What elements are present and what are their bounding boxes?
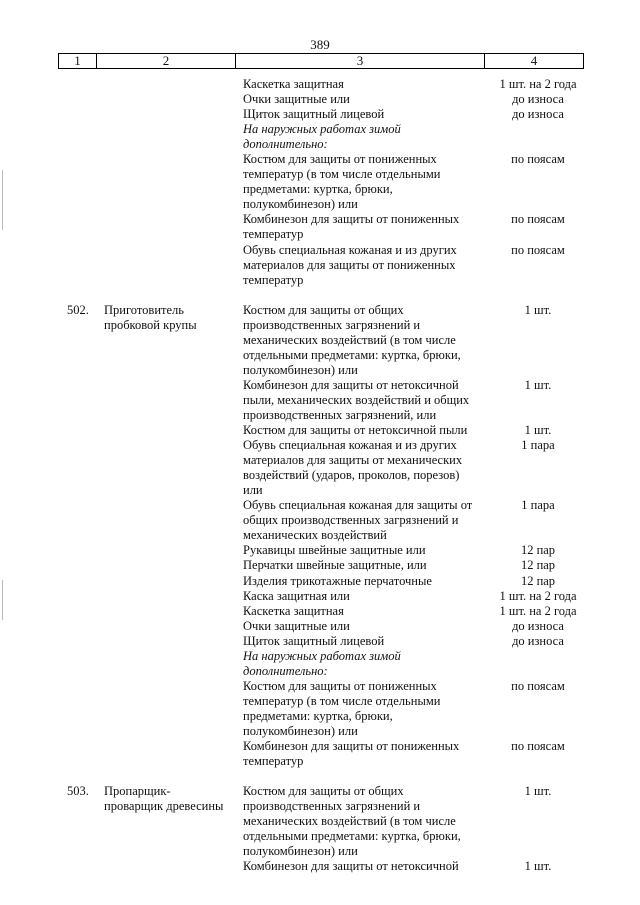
text-line bbox=[0, 273, 640, 288]
text-line bbox=[0, 258, 640, 273]
protective-item: Щиток защитный лицевой bbox=[243, 107, 385, 122]
text-line bbox=[0, 784, 640, 799]
issue-norm: до износа bbox=[512, 633, 564, 648]
text-line bbox=[0, 318, 640, 333]
entry-number: 502. bbox=[67, 302, 89, 317]
entry-spacer bbox=[0, 288, 640, 303]
text-line bbox=[0, 589, 640, 604]
protective-item: Костюм для защиты от общих bbox=[243, 784, 404, 799]
text-line bbox=[0, 92, 640, 107]
protective-item: Очки защитные или bbox=[243, 618, 350, 633]
text-line bbox=[0, 212, 640, 227]
text-line bbox=[0, 408, 640, 423]
text-line bbox=[0, 303, 640, 318]
issue-norm: по поясам bbox=[511, 212, 565, 227]
text-line bbox=[0, 724, 640, 739]
issue-norm: 1 шт. bbox=[524, 859, 552, 874]
protective-item: полукомбинезон) или bbox=[243, 362, 358, 377]
text-line bbox=[0, 152, 640, 167]
text-line bbox=[0, 814, 640, 829]
text-line bbox=[0, 378, 640, 393]
protective-item: предметами: куртка, брюки, bbox=[243, 182, 393, 197]
protective-item: Костюм для защиты от пониженных bbox=[243, 678, 437, 693]
protective-item: механических воздействий (в том числе bbox=[243, 332, 456, 347]
section-note: На наружных работах зимой bbox=[243, 122, 401, 137]
text-line bbox=[0, 182, 640, 197]
protective-item: Обувь специальная кожаная для защиты от bbox=[243, 498, 473, 513]
text-line bbox=[0, 438, 640, 453]
issue-norm: по поясам bbox=[511, 678, 565, 693]
protective-item: общих производственных загрязнений и bbox=[243, 513, 459, 528]
issue-norm: по поясам bbox=[511, 242, 565, 257]
document-body bbox=[0, 77, 640, 874]
text-line bbox=[0, 107, 640, 122]
protective-item: Костюм для защиты от пониженных bbox=[243, 152, 437, 167]
protective-item: Щиток защитный лицевой bbox=[243, 633, 385, 648]
protective-item: температур (в том числе отдельными bbox=[243, 693, 441, 708]
text-line bbox=[0, 77, 640, 92]
protective-item: Комбинезон для защиты от пониженных bbox=[243, 212, 460, 227]
profession-name: пробковой крупы bbox=[104, 317, 197, 332]
text-line bbox=[0, 528, 640, 543]
text-line bbox=[0, 829, 640, 844]
protective-item: Каскетка защитная bbox=[243, 603, 344, 618]
protective-item: материалов для защиты от пониженных bbox=[243, 257, 456, 272]
profession-name: проварщик древесины bbox=[104, 799, 224, 814]
profession-name: Пропарщик- bbox=[104, 784, 171, 799]
protective-item: предметами: куртка, брюки, bbox=[243, 708, 393, 723]
text-line bbox=[0, 619, 640, 634]
issue-norm: 12 пар bbox=[520, 543, 556, 558]
issue-norm: до износа bbox=[512, 618, 564, 633]
protective-item: Костюм для защиты от общих bbox=[243, 302, 404, 317]
protective-item: пыли, механических воздействий и общих bbox=[243, 392, 470, 407]
text-line bbox=[0, 468, 640, 483]
issue-norm: 1 шт. на 2 года bbox=[499, 603, 577, 618]
section-note: дополнительно: bbox=[243, 137, 328, 152]
text-line bbox=[0, 634, 640, 649]
protective-item: температур bbox=[243, 754, 304, 769]
text-line bbox=[0, 393, 640, 408]
protective-item: температур (в том числе отдельными bbox=[243, 167, 441, 182]
text-line bbox=[0, 739, 640, 754]
text-line bbox=[0, 859, 640, 874]
text-line bbox=[0, 498, 640, 513]
text-line bbox=[0, 333, 640, 348]
issue-norm: 1 шт. на 2 года bbox=[499, 77, 577, 91]
protective-item: Рукавицы швейные защитные или bbox=[243, 543, 426, 558]
protective-item: механических воздействий (в том числе bbox=[243, 814, 456, 829]
text-line bbox=[0, 227, 640, 242]
section-note: На наружных работах зимой bbox=[243, 648, 401, 663]
issue-norm: 1 шт. bbox=[524, 784, 552, 799]
protective-item: Каска защитная или bbox=[243, 588, 350, 603]
protective-item: механических воздействий bbox=[243, 528, 387, 543]
text-line bbox=[0, 137, 640, 152]
text-line bbox=[0, 664, 640, 679]
protective-item: Обувь специальная кожаная и из других bbox=[243, 438, 457, 453]
protective-item: Комбинезон для защиты от нетоксичной bbox=[243, 859, 459, 874]
text-line bbox=[0, 679, 640, 694]
issue-norm: по поясам bbox=[511, 739, 565, 754]
protective-item: полукомбинезон) или bbox=[243, 197, 358, 212]
column-1-header: 1 bbox=[59, 54, 97, 69]
column-number-header bbox=[58, 53, 584, 69]
issue-norm: до износа bbox=[512, 107, 564, 122]
text-line bbox=[0, 754, 640, 769]
protective-item: полукомбинезон) или bbox=[243, 723, 358, 738]
issue-norm: 12 пар bbox=[520, 558, 556, 573]
protective-item: Обувь специальная кожаная и из других bbox=[243, 242, 457, 257]
text-line bbox=[0, 363, 640, 378]
protective-item: отдельными предметами: куртка, брюки, bbox=[243, 829, 461, 844]
issue-norm: 1 шт. bbox=[524, 423, 552, 438]
table-row bbox=[0, 784, 640, 874]
text-line bbox=[0, 694, 640, 709]
issue-norm: 1 шт. bbox=[524, 302, 552, 317]
table-row bbox=[0, 303, 640, 769]
text-line bbox=[0, 844, 640, 859]
text-line bbox=[0, 799, 640, 814]
text-line bbox=[0, 543, 640, 558]
scan-edge-mark bbox=[2, 580, 3, 620]
column-2-header: 2 bbox=[97, 54, 236, 69]
protective-item: Каскетка защитная bbox=[243, 77, 344, 91]
issue-norm: по поясам bbox=[511, 152, 565, 167]
text-line bbox=[0, 604, 640, 619]
protective-item: отдельными предметами: куртка, брюки, bbox=[243, 347, 461, 362]
protective-item: производственных загрязнений и bbox=[243, 317, 421, 332]
text-line bbox=[0, 649, 640, 664]
protective-item: Очки защитные или bbox=[243, 92, 350, 107]
protective-item: или bbox=[243, 483, 263, 498]
protective-item: Комбинезон для защиты от пониженных bbox=[243, 739, 460, 754]
issue-norm: до износа bbox=[512, 92, 564, 107]
protective-item: Изделия трикотажные перчаточные bbox=[243, 573, 432, 588]
protective-item: производственных загрязнений и bbox=[243, 799, 421, 814]
protective-item: производственных загрязнений, или bbox=[243, 407, 437, 422]
table-row bbox=[0, 77, 640, 288]
text-line bbox=[0, 453, 640, 468]
protective-item: Комбинезон для защиты от нетоксичной bbox=[243, 377, 459, 392]
protective-item: воздействий (ударов, проколов, порезов) bbox=[243, 468, 460, 483]
text-line bbox=[0, 423, 640, 438]
text-line bbox=[0, 709, 640, 724]
text-line bbox=[0, 513, 640, 528]
text-line bbox=[0, 243, 640, 258]
text-line bbox=[0, 348, 640, 363]
issue-norm: 1 шт. на 2 года bbox=[499, 588, 577, 603]
protective-item: температур bbox=[243, 227, 304, 242]
text-line bbox=[0, 574, 640, 589]
issue-norm: 1 пара bbox=[521, 498, 555, 513]
text-line bbox=[0, 197, 640, 212]
protective-item: температур bbox=[243, 272, 304, 287]
entry-number: 503. bbox=[67, 784, 89, 799]
text-line bbox=[0, 167, 640, 182]
text-line bbox=[0, 122, 640, 137]
protective-item: Перчатки швейные защитные, или bbox=[243, 558, 427, 573]
text-line bbox=[0, 483, 640, 498]
protective-item: Костюм для защиты от нетоксичной пыли bbox=[243, 423, 468, 438]
scan-edge-mark bbox=[2, 170, 3, 230]
column-3-header: 3 bbox=[236, 54, 485, 69]
issue-norm: 1 шт. bbox=[524, 377, 552, 392]
protective-item: материалов для защиты от механических bbox=[243, 453, 463, 468]
issue-norm: 1 пара bbox=[521, 438, 555, 453]
page-number: 389 bbox=[310, 37, 330, 52]
issue-norm: 12 пар bbox=[520, 573, 556, 588]
entry-spacer bbox=[0, 769, 640, 784]
protective-item: полукомбинезон) или bbox=[243, 844, 358, 859]
profession-name: Приготовитель bbox=[104, 302, 184, 317]
column-4-header: 4 bbox=[485, 54, 584, 69]
text-line bbox=[0, 558, 640, 573]
section-note: дополнительно: bbox=[243, 663, 328, 678]
